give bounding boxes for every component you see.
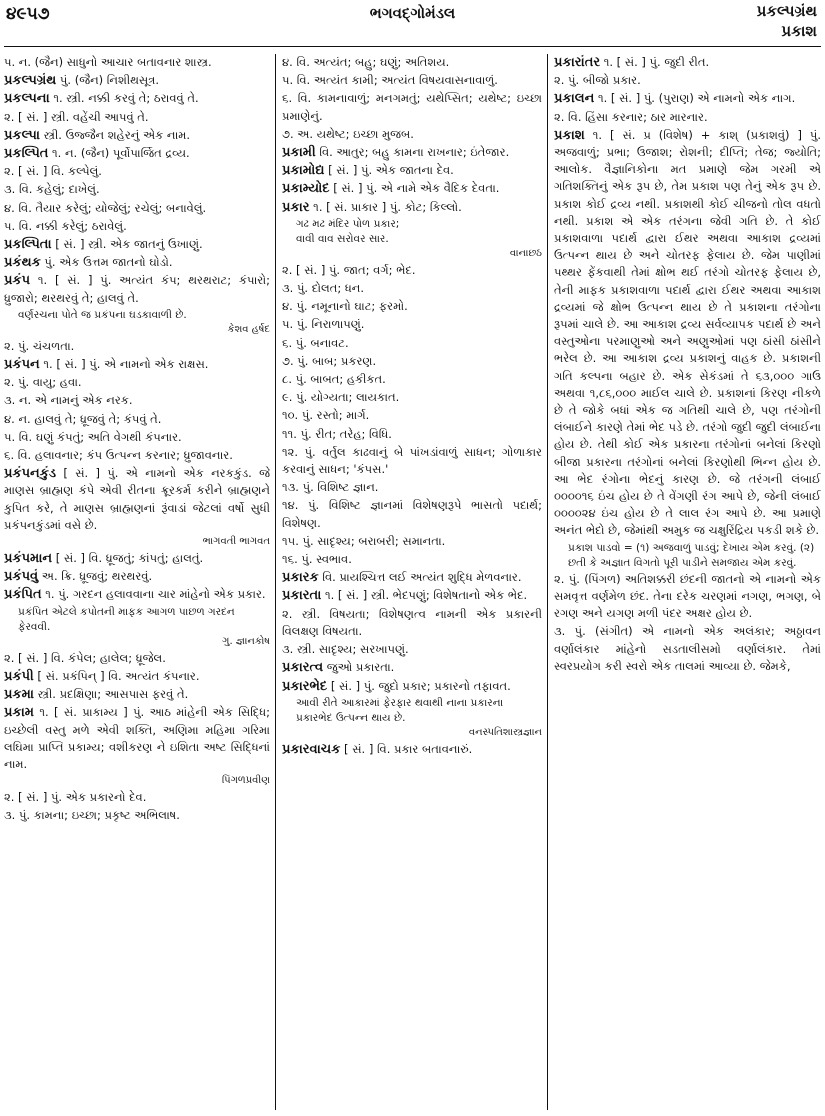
- definition-text: [ સં. ] પું. એ નામનો એક નરકકુંડ. જે માણસ બ્રાહ્મણ કંપે એવી રીતના ક્રૂરકર્મ કરીને બ્રાહ્મણને કુપિત કરે, તે માણસ બ્રાહ્મણનાં રૂંવાડાં જેટલાં વર્ષો સુધી પ્રકંપનકુંડમાં વસે છે.: [4, 466, 270, 532]
- definition-text: પું. (જૈન) નિશીથસૂત્ર.: [56, 73, 159, 88]
- entry-sense: [282, 444, 542, 478]
- quotation: પ્રકાશ પાડવો = (૧) અજવાળું પાડવું; દેખાય એમ કરવું. (૨) છતી કે અજ્ઞાત વિગતો પૂરી પાડીને સમજાય એમ કરવું.: [568, 541, 815, 569]
- definition-text: પ. વિ. નક્કી કરેલું; ઠરાવેલું.: [4, 218, 127, 233]
- definition-text: ૧. પું. ગરદન હલાવવાના ચાર માંહેનો એક પ્રકાર.: [41, 587, 266, 602]
- entry-sense: [282, 551, 542, 568]
- definition-text: ૩. સ્ત્રી. સાદૃશ્ય; સરખાપણું.: [282, 642, 409, 657]
- dictionary-entry: [554, 54, 821, 71]
- entry-sense: [4, 392, 270, 409]
- definition-text: ૪. વિ. તૈયાર કરેલું; યોજેલું; રચેલું; બનાવેલું.: [4, 200, 207, 215]
- entry-sense: [4, 447, 270, 464]
- definition-text: ૧. [ સં. ] પું. અત્યંત કંપ; થરથરાટ; કંપારો; ધ્રુજારો; થરથરવું તે; હાલવું તે.: [4, 273, 270, 305]
- definition-text: અ. ક્રિ. ધ્રૂજવું; થરથરવું.: [38, 569, 153, 584]
- definition-text: ૨. વિ. હિંસા કરનાર; ઠાર મારનાર.: [554, 109, 708, 124]
- headword: પ્રકલ્પિતા: [4, 237, 52, 253]
- headword: પ્રકારક: [282, 570, 319, 586]
- dictionary-entry: [282, 180, 542, 197]
- definition-text: ૬. પું. બનાવટ.: [282, 335, 349, 350]
- definition-text: [ સં. ] વિ. પ્રકાર બતાવનારું.: [340, 741, 473, 756]
- citation-source: ભાગવતી ભાગવત: [202, 536, 270, 548]
- dictionary-entry: [4, 704, 270, 773]
- definition-text: વિ. પ્રાયશ્ચિત્ત લઈ અત્યંત શુદ્ધિ મેળવનાર.: [318, 570, 522, 585]
- headword: પ્રકામ્યોદ: [282, 181, 330, 197]
- definition-text: [ સં. ] સ્ત્રી. એક જાતનું ઉખાણું.: [51, 237, 203, 252]
- headword: પ્રકંપ: [4, 273, 31, 289]
- page-header: [0, 0, 825, 52]
- definition-text: ૧. સ્ત્રી. નક્કી કરવું તે; ઠરાવવું તે.: [49, 91, 199, 106]
- dictionary-entry: [4, 127, 270, 144]
- headword: પ્રકંથક: [4, 255, 41, 271]
- definition-text: વિ. આતુર; બહુ કામના રાખનાર; ઇંતેજાર.: [315, 145, 510, 160]
- definition-text: ૧૨. પું. વર્તુલ કાઢવાનું બે પાંખડાંવાળું સાધન; ગોળાકાર કરવાનું સાધન; 'કંપસ.': [282, 444, 542, 477]
- dictionary-entry: [282, 678, 542, 695]
- dictionary-entry: [4, 465, 270, 534]
- definition-text: ૨. [ સં. ] પું. એક પ્રકારનો દેવ.: [4, 790, 147, 805]
- definition-text: ૬. વિ. હલાવનાર; કંપ ઉત્પન્ન કરનાર; ધ્રુજાવનાર.: [4, 448, 233, 463]
- column-left: [4, 54, 274, 1110]
- headword: પ્રકાશ: [554, 127, 585, 143]
- definition-text: ૧૦. પું. રસ્તો; માર્ગ.: [282, 408, 370, 423]
- headword: પ્રકારતા: [282, 588, 322, 604]
- dictionary-entry: [4, 72, 270, 89]
- dictionary-entry: [282, 199, 542, 216]
- definition-text: ૮. પું. બાબત; હકીકત.: [282, 372, 386, 387]
- definition-text: ૨. [ સં. ] પું. જાત; વર્ગ; ભેદ.: [282, 262, 416, 277]
- column-divider: [275, 54, 276, 1110]
- definition-text: ૨. [ સં. ] સ્ત્રી. વહેંચી આપવું તે.: [4, 109, 149, 124]
- entry-sense: [282, 54, 542, 71]
- entry-sense: [282, 316, 542, 333]
- definition-text: ૭. અ. યથેષ્ટ; ઇચ્છા મુજબ.: [282, 126, 414, 141]
- dictionary-entry: [4, 668, 270, 685]
- definition-text: ૨. પું. (પિંગળ) અતિશક્કરી છંદની જાતનો એ નામનો એક સમવૃત્ત વર્ણમેળ છંદ. તેના દરેક ચરણમાં નગણ, ભગણ, બે રગણ અને યગણ મળી પંદર અક્ષર હોય છે.: [554, 571, 821, 621]
- quotation: આવી રીતે આકારમાં ફેરફાર થવાથી નાના પ્રકારના પ્રકારભેદ ઉત્પન્ન થાય છે.: [296, 696, 504, 724]
- entry-sense: [282, 353, 542, 370]
- definition-text: ૩. વિ. કહેલું; દાખેલું.: [4, 182, 100, 197]
- guide-word-top: પ્રકલ્પગ્રંથ: [756, 2, 817, 20]
- citation-source: વાનાછઠ: [509, 247, 542, 259]
- entry-sense: [282, 479, 542, 496]
- definition-text: [ સં. ] પું. એક જાતના દેવ.: [324, 163, 454, 178]
- header-rule: [4, 46, 821, 47]
- headword: પ્રકાર: [282, 199, 310, 215]
- entry-sense: [282, 426, 542, 443]
- entry-sense: [554, 623, 821, 675]
- column-divider: [547, 54, 548, 1110]
- entry-sense: [4, 411, 270, 428]
- entry-sense: [282, 371, 542, 388]
- dictionary-entry: [282, 162, 542, 179]
- definition-text: ૨. [ સં. ] વિ. કલ્પેલું.: [4, 164, 102, 179]
- dictionary-entry: [554, 127, 821, 540]
- definition-text: ૪. પું. નમૂનાનો ઘાટ; ફરમો.: [282, 299, 408, 314]
- dictionary-entry: [4, 272, 270, 306]
- dictionary-entry: [282, 659, 542, 676]
- headword: પ્રકામોદ્ય: [282, 163, 325, 179]
- headword: પ્રકંપમાન: [4, 551, 53, 567]
- dictionary-entry: [4, 254, 270, 271]
- entry-sense: [4, 181, 270, 198]
- definition-text: ૩. પું. (સંગીત) એ નામનો એક અલંકાર; અઠ્ઠાવન વર્ણાલંકાર માંહેનો સડતાલીસમો વર્ણાલંકાર. તેમાં સ્વરપ્રયોગ કરી સ્વરો એક તાલમાં આવ્યા છે. જેમકે,: [554, 624, 821, 673]
- definition-text: ૧. [ સં. ] પું. (પુરાણ) એ નામનો એક નાગ.: [594, 91, 796, 106]
- page-title: ભગવદ્ગોમંડલ: [369, 4, 456, 22]
- definition-text: ૬. વિ. કામનાવાળું; મનગમતું; યથેપ્સિત; યથેષ્ટ; ઇચ્છા પ્રમાણેનું.: [282, 91, 542, 123]
- headword: પ્રકંપન: [4, 357, 40, 373]
- definition-text: ૧૧. પું. રીત; તરેહ; વિધિ.: [282, 426, 392, 441]
- entry-sense: [4, 200, 270, 217]
- entry-sense: [4, 429, 270, 446]
- definition-text: ૧. [ સં. ] પું. જુદી રીત.: [600, 55, 710, 69]
- dictionary-entry: [282, 741, 542, 758]
- headword: પ્રકમા: [4, 687, 34, 703]
- definition-text: ૩. પું. દોલત; ધન.: [282, 281, 365, 296]
- dictionary-entry: [282, 587, 542, 604]
- entry-sense: [282, 606, 542, 640]
- definition-text: ૪. ન. હાલવું તે; ધ્રૂજવું તે; કંપવું તે.: [4, 411, 162, 426]
- definition-text: [ સં. પ્રકંપિન્ ] વિ. અત્યંત કંપનાર.: [33, 668, 200, 683]
- entry-sense: [4, 109, 270, 126]
- entry-sense: [554, 571, 821, 623]
- entry-sense: [4, 650, 270, 667]
- headword: પ્રકંપી: [4, 668, 34, 684]
- quotation: વર્ણરચના પોતે જ પ્રકંપના ઘડકાવાળી છે.: [18, 308, 187, 321]
- definition-text: પું. એક ઉત્તમ જાતનો ઘોડો.: [40, 255, 173, 270]
- dictionary-entry: [4, 586, 270, 603]
- headword: પ્રકંપનકુંડ: [4, 466, 57, 482]
- quotation: ગઢ મઢ મંદિર પોળ પ્રકાર;: [296, 217, 400, 230]
- dictionary-entry: [4, 145, 270, 162]
- headword: પ્રકંપિત: [4, 587, 42, 603]
- page-number: ૪૯૫૭: [6, 4, 50, 24]
- dictionary-entry: [4, 90, 270, 107]
- definition-text: ૨. પું. બીજો પ્રકાર.: [554, 73, 641, 88]
- entry-sense: [282, 497, 542, 531]
- definition-text: પ. પું. નિરાળાપણું.: [282, 317, 365, 332]
- entry-sense: [554, 109, 821, 126]
- definition-text: [ સં. ] વિ. ધ્રૂજતું; કાંપતું; હાલતું.: [52, 551, 204, 566]
- definition-text: ૨. [ સં. ] વિ. કંપેલ; હાલેલ; ધ્રૂજેલ.: [4, 650, 166, 665]
- entry-sense: [282, 280, 542, 297]
- entry-sense: [4, 54, 270, 71]
- headword: પ્રકલ્પિત: [4, 146, 49, 162]
- headword: પ્રકાલન: [554, 91, 595, 107]
- entry-sense: [4, 807, 270, 824]
- headword: પ્રકારાંતર: [554, 55, 601, 70]
- guide-word-bottom: પ્રકાશ: [781, 22, 817, 40]
- entry-sense: [282, 72, 542, 89]
- headword: પ્રકામી: [282, 145, 316, 161]
- headword: પ્રકારભેદ: [282, 678, 328, 694]
- entry-sense: [554, 72, 821, 89]
- dictionary-entry: [4, 550, 270, 567]
- entry-sense: [4, 218, 270, 235]
- definition-text: ૧. [ સં. ] સ્ત્રી. ભેદપણું; વિશેષતાનો એક ભેદ.: [321, 588, 528, 603]
- entry-sense: [282, 407, 542, 424]
- definition-text: ૩. પું. કામના; ઇચ્છા; પ્રકૃષ્ટ અભિલાષ.: [4, 808, 180, 823]
- definition-text: ૩. ન. એ નામનું એક નરક.: [4, 393, 133, 408]
- column-right: [550, 54, 821, 1110]
- entry-sense: [282, 262, 542, 279]
- dictionary-entry: [4, 568, 270, 585]
- quotation: વાવી વાવ સરોવર સાર.: [296, 232, 389, 245]
- column-middle: [278, 54, 546, 1110]
- dictionary-entry: [4, 236, 270, 253]
- definition-text: ૧. [ સં. પ્ર (વિશેષ) + કાશ્ (પ્રકાશવું) ] પું. અજવાળું; પ્રભા; ઉજાશ; રોશની; દીપ્તિ; તેજ; જ્યોતિ; આલોક. વૈજ્ઞાનિકોના મત પ્રમાણે જેમ ગરમી એ ગતિશક્તિનું એક રૂપ છે, તેમ પ્રકાશ પણ તેનું એક રૂપ છે. પ્રકાશ કોઈ દ્રવ્ય નથી. પ્રકાશથી કોઈ ચીજનો તોલ વધતો નથી. પ્રકાશ એ એક તરંગના જેવી ગતિ છે. તે કોઈ પ્રકાશવાળા પદાર્થ દ્વારા ઈથર અથવા આકાશ દ્રવ્યમાં ઉત્પન્ન થાય છે અને ચોતરફ ફેલાય છે. જેમ પાણીમાં પથ્થર ફેંકવાથી તેમાં ક્ષોભ થઈ તરંગો ચોતરફ ફેલાય છે, તેની માફક પ્રકાશવાળા પદાર્થ દ્વારા ઈથર અથવા આકાશ દ્રવ્યમાં જે ક્ષોભ ઉત્પન્ન થાય છે તે પ્રકાશના તરંગોના રૂપમાં ચાલે છે. આ આકાશ દ્રવ્ય સર્વવ્યાપક પદાર્થ છે અને વસ્તુઓના પરમાણુઓ અને અણુઓમાં પણ ઠાંસી ઠાંસીને ભરેલ છે. આ આકાશ દ્રવ્ય પ્રકાશનું વાહક છે. પ્રકાશની ગતિ કલ્પના બહાર છે. એક સેકંડમાં તે ૬૩,૦૦૦ ગાઉ અથવા ૧,૮૬,૦૦૦ માઈલ ચાલે છે. પ્રકાશનાં કિરણ નીકળે છે તે જોકે બધાં એક જ ગતિથી ચાલે છે, પણ તરંગોની લંબાઈને કારણે તેમાં ભેદ પડે છે. તરંગો જુદી જુદી લંબાઈના હોય છે. તેથી કોઈ એક પ્રકારના તરંગોનાં બનેલાં કિરણો બીજા પ્રકારના તરંગોનાં બનેલાં કિરણોથી ભિન્ન હોય છે. આ ભેદ રંગોના ભેદનું કારણ છે. જે તરંગની લંબાઈ ૦૦૦૦૧૬ ઇંચ હોય છે તે વેંગણી રંગ આપે છે, જેની લંબાઈ ૦૦૦૦૨૪ ઇંચ હોય છે તે લાલ રંગ આપે છે. આ પ્રમાણે અનંત ભેદો છે, જેમાંથી અમુક જ ચક્ષુરિંદ્રિય પકડી શકે છે.: [554, 127, 821, 538]
- entry-sense: [4, 789, 270, 806]
- definition-text: પ. વિ. અત્યંત કામી; અત્યંત વિષયવાસનાવાળું.: [282, 73, 498, 88]
- dictionary-entry: [4, 686, 270, 703]
- definition-text: ૧. [ સં. પ્રાકામ્ય ] પું. આઠ માંહેની એક સિદ્ધિ; ઇચ્છેલી વસ્તુ મળે એવી શક્તિ, અણિમા મહિમા ગરિમા લઘિમા પ્રાપ્તિ પ્રકામ્ય; વશીકરણ ને ઇશિતા અષ્ટ સિદ્ધિનાં નામ.: [4, 705, 270, 771]
- definition-text: ૨. પું. ચંચળતા.: [4, 338, 75, 353]
- definition-text: ૨. સ્ત્રી. વિષયતા; વિશેષણત્વ નામની એક પ્રકારની વિલક્ષણ વિષયતા.: [282, 606, 542, 638]
- entry-sense: [282, 126, 542, 143]
- citation-source: પિંગળપ્રવીણ: [221, 775, 270, 787]
- entry-sense: [4, 338, 270, 355]
- entry-sense: [282, 533, 542, 550]
- headword: પ્રકલ્પગ્રંથ: [4, 73, 57, 89]
- headword: પ્રકારત્વ: [282, 660, 324, 676]
- entry-sense: [282, 298, 542, 315]
- dictionary-entry: [282, 144, 542, 161]
- dictionary-entry: [4, 356, 270, 373]
- entry-sense: [282, 335, 542, 352]
- definition-text: ૧૬. પું. સ્વભાવ.: [282, 552, 352, 567]
- headword: પ્રકંપવું: [4, 569, 39, 585]
- definition-text: સ્ત્રી. ઉજ્જૈન શહેરનું એક નામ.: [40, 127, 191, 142]
- definition-text: ૧. [ સં. પ્રાકાર ] પું. કોટ; કિલ્લો.: [309, 199, 462, 214]
- definition-text: ૯. પું. યોગ્યતા; લાયકાત.: [282, 390, 400, 405]
- definition-text: [ સં. ] પું. જુદો પ્રકાર; પ્રકારનો તફાવત.: [327, 678, 511, 693]
- definition-text: પ. ન. (જૈન) સાધુનો આચાર બતાવનાર શાસ્ત્ર.: [4, 55, 212, 69]
- definition-text: સ્ત્રી. પ્રદક્ષિણા; આસપાસ ફરવું તે.: [33, 687, 189, 702]
- definition-text: ૧૫. પું. સાદૃશ્ય; બરાબરી; સમાનતા.: [282, 533, 446, 548]
- entry-sense: [282, 641, 542, 658]
- headword: પ્રકલ્પના: [4, 91, 50, 107]
- definition-text: [ સં. ] પું. એ નામે એક વૈદિક દેવતા.: [329, 181, 500, 196]
- entry-sense: [282, 90, 542, 124]
- definition-text: ૧. ન. (જૈન) પૂર્વોપાર્જિત દ્રવ્ય.: [48, 146, 190, 161]
- definition-text: ૧૩. પું. વિશિષ્ટ જ્ઞાન.: [282, 480, 379, 495]
- entry-sense: [4, 374, 270, 391]
- definition-text: ૧. [ સં. ] પું. એ નામનો એક રાક્ષસ.: [39, 357, 209, 372]
- headword: પ્રકારવાચક: [282, 741, 341, 757]
- citation-source: વનસ્પતિશાસ્ત્રજ્ઞાન: [468, 726, 542, 738]
- dictionary-entry: [282, 569, 542, 586]
- definition-text: જુઓ પ્રકારતા.: [323, 660, 395, 675]
- quotation: પ્રકંપિત એટલે કપોતની માફક આગળ પાછળ ગરદન ફેરવવી.: [18, 605, 235, 633]
- citation-source: ગુ. જ્ઞાનકોષ: [222, 635, 270, 647]
- dictionary-entry: [554, 90, 821, 107]
- definition-text: ૪. વિ. અત્યંત; બહુ; ઘણું; અતિશય.: [282, 55, 450, 69]
- definition-text: પ. વિ. ઘણું કંપતું; અતિ વેગથી કંપનાર.: [4, 429, 182, 444]
- headword: પ્રકામ: [4, 705, 34, 721]
- headword: પ્રકલ્પા: [4, 127, 40, 143]
- definition-text: ૧૪. પું. વિશિષ્ટ જ્ઞાનમાં વિશેષણરૂપે ભાસતો પદાર્થ; વિશેષણ.: [282, 498, 542, 530]
- definition-text: ૨. પું. વાયુ; હવા.: [4, 375, 82, 390]
- entry-sense: [282, 389, 542, 406]
- definition-text: ૭. પું. બાબ; પ્રકરણ.: [282, 353, 377, 368]
- entry-sense: [4, 163, 270, 180]
- citation-source: કેશવ હર્ષદ: [227, 323, 270, 335]
